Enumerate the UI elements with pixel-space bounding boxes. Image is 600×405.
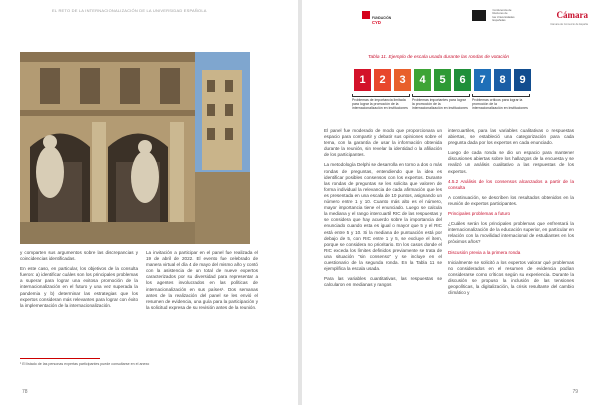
scale-cell-4: 4 [414, 69, 431, 91]
scale-cell-3: 3 [394, 69, 411, 91]
scale-bracket [352, 94, 410, 97]
scale-cell-8: 8 [494, 69, 511, 91]
scale-bracket [412, 94, 470, 97]
logo-bar [362, 4, 588, 24]
left-column-1 [20, 250, 138, 313]
crue-mark-icon [472, 10, 486, 21]
paragraph: Para las variables cuantitativas, las respuestas se calcularon en medianas y rangos [324, 276, 442, 288]
scale-cell-9: 9 [514, 69, 531, 91]
paragraph: y comparten sus argumentos sobre las discrepancias y coincidencias identificadas. [20, 250, 138, 262]
paragraph: intercuartiles, para las variables cualitativas o respuestas abiertas, se estableció una categorización para cada pregunta dada por los expertos en cada enunciado. [448, 128, 574, 146]
building-photo [20, 52, 250, 244]
paragraph: El panel fue moderado de modo que proporcionara un espacio para compartir y debatir sus opiniones sobre el tema, con la garantía de usar la información obtenida durante la reunión, sin revelar la identidad o la afiliación de los participantes. [324, 128, 442, 158]
scale-bracket [472, 94, 530, 97]
logo-text: CYD [372, 20, 381, 25]
footnote: ¹ El listado de las personas expertas participantes puede consultarse en el anexo [20, 362, 150, 366]
scale-label-low: Problemas de importancia limitada para lograr la promoción de la internacionalización en instituciones [352, 98, 408, 111]
paragraph: La invitación a participar en el panel fue realizada el 19 de abril de 2022. El evento fue celebrado de manera virtual el día 4 de mayo del mismo año y contó con la asistencia de un total de nueve expertos caracterizados por su diversidad para representar a los agentes involucrados en las políticas de internacionalización en sus países¹. Dos semanas antes de la realización del panel se les envió el resumen de evidencia, una guía para la participación y la solicitud expresa de su revisión antes de la reunión. [146, 250, 258, 310]
scale-cell-2: 2 [374, 69, 391, 91]
scale-label-high: Problemas críticos para lograr la promoción de la internacionalización en instituciones [472, 98, 528, 111]
paragraph: Inicialmente se solicitó a los expertos valorar qué problemas no considerados en el resumen de evidencia podían considerarse como críticos según su experiencia. Durante la discusión se propuso la inclusión de las tensiones geopolíticas, la digitalización, la crisis resultante del cambio climático y [448, 259, 574, 296]
footnote-divider [20, 358, 100, 359]
sub-heading: Principales problemas a futuro [448, 211, 511, 217]
paragraph: ¿Cuáles serán los principales problemas que enfrentará la internacionalización de la educación superior, en particular en relación con la movilidad internacional de estudiantes en los próximos años? [448, 221, 574, 245]
paragraph: En este caso, en particular, los objetivos de la consulta fueron: a) identificar cuáles son los principales problemas a superar para lograr una exitosa promoción de la internacionalización en el futuro y una vez superada la pandemia y b) determinar las estrategias que los expertos consideran más relevantes para lograr con éxito la implementación de la internacionalización. [20, 266, 138, 308]
logo-text: Cámara [556, 10, 588, 20]
page-number-left: 78 [22, 389, 28, 395]
camara-logo [550, 5, 588, 26]
sub-heading: Discusión previa a la primera ronda [448, 249, 521, 255]
logo-text: Conferencia de Rectores de las Universidades Españolas [492, 7, 515, 23]
right-column-1 [324, 128, 442, 292]
page-number-right: 79 [572, 389, 578, 395]
left-column-2 [146, 250, 258, 315]
scale-cell-1: 1 [354, 69, 371, 91]
logo-text: Cámara de Comercio de España [550, 23, 588, 26]
scale-cell-5: 5 [434, 69, 451, 91]
paragraph: A continuación, se describen los resultados obtenidos en la reunión de expertos participantes. [448, 194, 574, 206]
building-facade-illustration [20, 52, 250, 244]
logo-text: FUNDACIÓN [372, 16, 392, 20]
scale-label-mid: Problemas importantes para lograr la promoción de la internacionalización en instituciones [412, 98, 468, 111]
left-page [0, 0, 298, 405]
fundacion-mark-icon [362, 11, 370, 19]
table-title: Tabla 11. Ejemplo de escala usada durante las rondas de votación [368, 55, 510, 60]
scale-cell-7: 7 [474, 69, 491, 91]
crue-logo [472, 7, 515, 25]
rating-scale [352, 69, 552, 91]
section-heading: 4.5.2 Análisis de los consensos alcanzados a partir de la consulta [448, 178, 574, 190]
paragraph: Luego de cada ronda se dio un espacio para mantener discusiones abiertas sobre los hallazgos de la encuesta y se realizó un análisis cualitativo a las respuestas de los expertos. [448, 150, 574, 174]
running-header: EL RETO DE LA INTERNACIONALIZACIÓN DE LA UNIVERSIDAD ESPAÑOLA [52, 8, 207, 13]
paragraph: La metodología Delphi se desarrolla en torno a dos o más rondas de preguntas, entendiendo que la idea es identificar posibles consensos con los expertos. Durante las rondas de preguntas se les solicita que valoren de forma individual la relevancia de cada afirmación que les es presentada en una escala de 10 puntos, asignando un número entre 1 y 10. Cuanto más alto es el número, mayor importancia tiene el enunciado. Luego se calcula la mediana y el rango intercuartil RIC de las respuestas y se considera que hay acuerdo sobre la importancia del enunciado cuando esta es igual o mayor que 5 y el RIC está entre 5 y 10. Si la mediana de puntuación está por debajo de 5, con RIC entre 1 y 5, se excluye el ítem, porque se considera no prioritario. En los casos donde el RIC exceda los límites definidos previamente se trata de una situación "sin consenso" y se incluye en el cuestionario de la segunda ronda. En la Tabla 11 se ejemplifica la escala usada. [324, 162, 442, 272]
fundacion-cyd-logo [362, 6, 402, 25]
scale-cell-6: 6 [454, 69, 471, 91]
right-column-2 [448, 128, 574, 300]
right-page [302, 0, 600, 405]
